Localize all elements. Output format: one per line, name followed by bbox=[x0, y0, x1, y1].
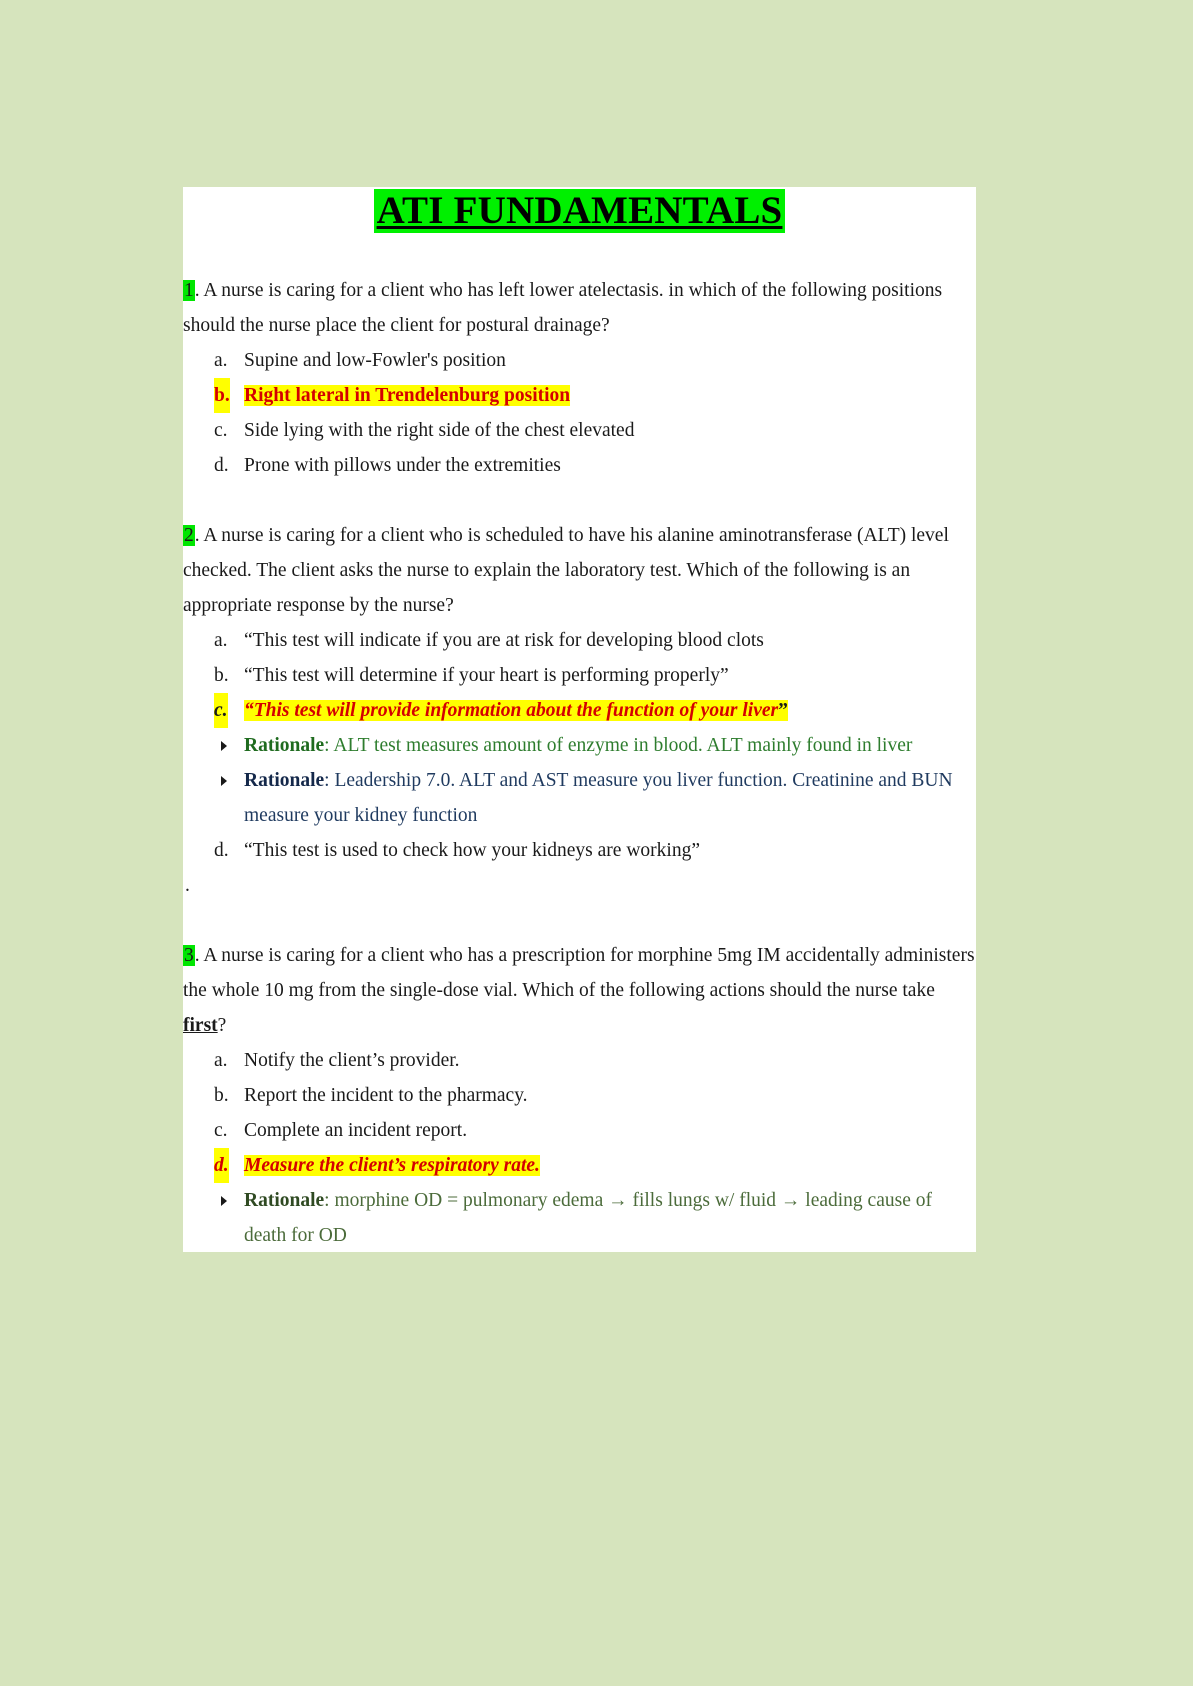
option-text: Right lateral in Trendelenburg position bbox=[244, 385, 571, 406]
option-text: Measure the client’s respiratory rate. bbox=[244, 1155, 540, 1176]
question-number: 2 bbox=[184, 525, 194, 546]
option-2b bbox=[183, 658, 976, 693]
triangle-bullet-icon bbox=[221, 1196, 227, 1206]
option-text: “This test will indicate if you are at risk for developing blood clots bbox=[244, 630, 764, 651]
option-letter: a. bbox=[214, 350, 228, 371]
rationale-label: Rationale bbox=[244, 735, 325, 756]
option-1a bbox=[183, 343, 976, 378]
option-1b-correct bbox=[183, 378, 976, 413]
option-text: “This test is used to check how your kidneys are working” bbox=[244, 840, 700, 861]
triangle-bullet-icon bbox=[221, 776, 227, 786]
question-text-end: ? bbox=[217, 1015, 227, 1036]
option-3d-correct bbox=[183, 1148, 976, 1183]
document-page bbox=[183, 187, 976, 1252]
option-text: Prone with pillows under the extremities bbox=[244, 455, 561, 476]
rationale-text: : morphine OD = pulmonary edema → fills lungs w/ fluid → leading cause of death for OD bbox=[244, 1190, 932, 1246]
option-letter: d. bbox=[214, 1148, 229, 1183]
option-3a bbox=[183, 1043, 976, 1078]
rationale-label: Rationale bbox=[244, 770, 325, 791]
option-letter: c. bbox=[214, 420, 228, 441]
option-text: “This test will provide information about the function of your liver bbox=[244, 700, 779, 721]
option-2a bbox=[183, 623, 976, 658]
triangle-bullet-icon bbox=[221, 741, 227, 751]
option-text: “This test will determine if your heart is performing properly” bbox=[244, 665, 729, 686]
option-letter: b. bbox=[214, 378, 230, 413]
option-text: Notify the client’s provider. bbox=[244, 1050, 460, 1071]
emphasis-first: first bbox=[183, 1015, 218, 1036]
option-letter: a. bbox=[214, 630, 228, 651]
option-3c bbox=[183, 1113, 976, 1148]
question-text: . A nurse is caring for a client who has left lower atelectasis. in which of the following positions should the nurse place the client for postural drainage? bbox=[183, 280, 943, 336]
option-letter: b. bbox=[214, 1085, 229, 1106]
rationale-text: : ALT test measures amount of enzyme in blood. ALT mainly found in liver bbox=[324, 735, 913, 756]
rationale-label: Rationale bbox=[244, 1190, 325, 1211]
option-text-wrap bbox=[244, 700, 788, 721]
option-text: Side lying with the right side of the chest elevated bbox=[244, 420, 635, 441]
title-wrap bbox=[183, 189, 976, 253]
closing-quote: ” bbox=[778, 700, 788, 721]
option-2c-correct bbox=[183, 693, 976, 728]
option-text: Complete an incident report. bbox=[244, 1120, 468, 1141]
question-text: . A nurse is caring for a client who is scheduled to have his alanine aminotransferase (ALT) level checked. The client asks the nurse to explain the laboratory test. Which of the following is an appropriate response by the nurse? bbox=[183, 525, 949, 616]
rationale-2-2 bbox=[183, 763, 976, 833]
option-3b bbox=[183, 1078, 976, 1113]
question-2 bbox=[183, 518, 976, 623]
option-letter: b. bbox=[214, 665, 229, 686]
option-letter: c. bbox=[214, 693, 228, 728]
option-letter: c. bbox=[214, 1120, 228, 1141]
option-2d bbox=[183, 833, 976, 868]
question-number: 3 bbox=[184, 945, 194, 966]
question-number: 1 bbox=[184, 280, 194, 301]
question-1 bbox=[183, 273, 976, 343]
option-letter: a. bbox=[214, 1050, 228, 1071]
option-1c bbox=[183, 413, 976, 448]
rationale-3 bbox=[183, 1183, 976, 1252]
option-letter: d. bbox=[214, 455, 229, 476]
trailing-period: . bbox=[185, 875, 190, 896]
option-1d bbox=[183, 448, 976, 483]
option-text: Supine and low-Fowler's position bbox=[244, 350, 506, 371]
option-text: Report the incident to the pharmacy. bbox=[244, 1085, 528, 1106]
rationale-2-1 bbox=[183, 728, 976, 763]
option-letter: d. bbox=[214, 840, 229, 861]
question-3 bbox=[183, 938, 976, 1043]
rationale-text: : Leadership 7.0. ALT and AST measure you liver function. Creatinine and BUN measure your kidney function bbox=[244, 770, 953, 826]
page-title: ATI FUNDAMENTALS bbox=[374, 189, 786, 233]
question-text: . A nurse is caring for a client who has a prescription for morphine 5mg IM accidentally administers the whole 10 mg from the single-dose vial. Which of the following actions should the nurse take bbox=[183, 945, 975, 1001]
